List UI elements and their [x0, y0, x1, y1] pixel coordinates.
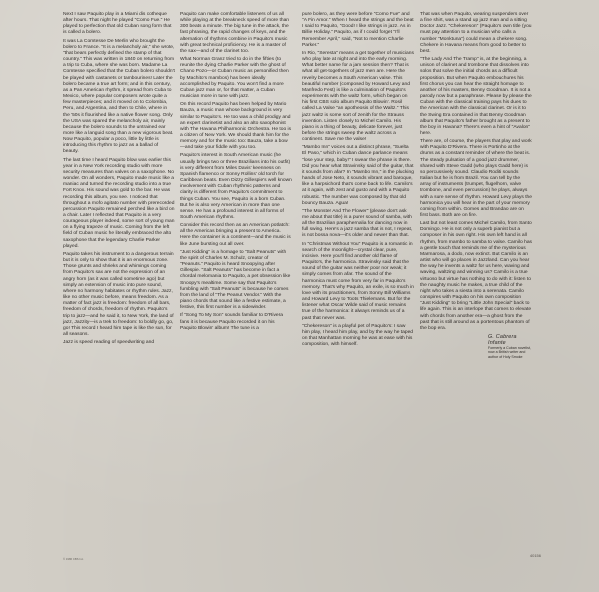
- author-name: G. Cabrera Infante: [488, 333, 517, 347]
- paragraph: "Mambo Inn" voices out a distinct phrase, "Suelta El Paso," which in Cuban dance parlance means "lose your step, baby!" I swear the phrase is there. Did you hear what Stravinsky said of the guitar, that it sounds from afar? In "Mambo Inn," in the plucking hands of Jose Neto, it sounds vibrant and baroque, like a harpsichord that's come back to life. Camilo's at it again, with zest and gusto and with a Paquito robustic. The number was composed by that old bouncy Bauza. Agua!: [302, 145, 414, 206]
- paragraph: Paquito can make comfortable listeners of us all while playing at the breakneck speed of more than 300 beats a minute. The big tune in the attack, the fast phrasing, the rapid changes of keys, and the alternation of rhythms combine in Paquito's music with great technical proficiency. He is a master of the sax—and of the clarinet too.: [180, 12, 290, 54]
- author-bio-line: author of Holy Smoke: [488, 354, 523, 359]
- copyright-notice: © 1986 CBS Inc.: [63, 557, 84, 561]
- paragraph: Paquito takes his instrument to a dangerous terrain but it is only to show that it is an enormous zone. Those grunts and shrieks and whimings coming from Paquito's sax are not the expression of an angry horn (as it was called sometime ago) but simply an extension of music into pure sound, where no harmony habitates or rhythm rules. Jazz, like no other music before, means freedom. As a matter of fact jazz is freedom: freedom of all bars, freedom of chords, freedom of rhythm. Paquito's trip to jazz—and he said it, to New York, the land of jazz, Jazzity—is a trek to freedom: to boldly go, go, go! This record I heard him tape is like the sun, for all seasons.: [63, 251, 174, 337]
- paragraph: If "Song To My Son" sounds familiar to D'Rivera fans it is because Paquito recorded it on his Paquito Blowin' album! The tune is a: [180, 313, 283, 331]
- paragraph: The last time I heard Paquito blow was earlier this year in a New York recording studio with more security measures than valves on a saxophone. No wonder. On all wonders, Paquito made music like a maniac and turned the recording studio into a true Fort Knox. His sound was gold to the bar. He was recording this album, you see. I noticed that throughout a mofo agitato number with prerecorded percussion Paquito remained perched like a bird on a chair. Later I reflected that Paquito is a very courageous player indeed, some sort of young man on a flying trapeze of music. Coming from the left field of Cuban music he literally embraced the alto saxophone that the legendary Charlie Parker played.: [63, 157, 175, 249]
- paragraph: It was La Comtesse De Merlin who brought the bolero to France. "It is a melancholy air," she wrote, "that bears perfectly defined the stamp of that country." This was written in 1840 on returning from a trip to Cuba, where she was born. Madame La Comtesse specified that the Cuban bolero shouldn't be played with castanets or tambourines! Later the bolero became a true art form; and in this century, as a Pan American rhythm, it spread from Cuba to Mexico, where popular composers wrote quite a few masterpieces; and it moved on to Colombia, Peru, and Argentina, and then to Chile, where in the '50s it flourished like a native flower song. Only the USA was spared the melancholy air, mainly because the bolero sounds to the untrained ear more like a languid song than a new vigorous beat. Now Paquito, popular a poco, little by little is introducing this rhythm to jazz as a ballad of beauty.: [63, 38, 175, 155]
- paragraph: There are, of course, the players that play and work with Paquito D'Rivera. There is Portinho at the drums as a constant reminder of where the beat is. The steady pulsation of a good jazz drummer, shared with Steve Gadd (who plays Gadd here) is so percussively sound. Claudio Roditi sounds Italian but he is from Brazil. You can tell by the array of instruments (trumpet, flugelhorn, valve trombone, and even percussion) he plays, always with a sure sense of rhythm. Howard Levy plays the harmonica you will hear in the part of your memory coming from within. Gomes and Brandao are on first bass. Both are on fire.: [420, 139, 532, 218]
- paragraph: What Norman Granz tried to do in the fifties (to reunite the dying Charlie Parker with the ghost of Chano Pozo—or Cuban music as personified then by Machito's mambos) has been ideally accomplished by Paquito. You won't find a more Cuban jazz man or, for that matter, a Cuban musician more in tune with jazz.: [180, 57, 289, 100]
- paragraph: Jazz is speed reading of speedwriting and: [63, 340, 155, 346]
- paragraph: On this record Paquito has been helped by Mario Bauza, a music man whose background is very similar to Paquito's. He too was a child prodigy and an expert clarinetist and also an alto saxophonist with The Havana Philharmonic Orchestra. He too is a citizen of New York. We should thank him for the memory and for the music too: Bauza, take a bow—and take your fiddle with you too.: [180, 102, 292, 151]
- paragraph: Paquito's interest in South American music (he usually brings two or three Brazilians into his outfit) is very different from Miles Davis' keenness on Spanish flamenco or Sonny Rollins' old torch for Caribbean beats. Even Dizzy Gillespie's well known involvement with Cuban rhythmic patterns and clarity is different from Paquito's commitment to things Cuban. You see, Paquito is a born Cuban. But he is also very American in more than one sense. He has a profound interest in all forms of South American rhythms.: [180, 153, 292, 220]
- paragraph: That was when Paquito, wearing suspenders over a fine shirt, was a stand up jazz man and a sitting Doctor Jazz. "Chekereson" (Paquito's own title (you must pay attention to a musician who calls a number "Monktuna") could mean a chekere song. Chekere in Havana means from good to better to best.: [420, 12, 532, 54]
- paragraph: In "Christmas Without You" Paquito is a romantic in search of the moonlight—crystal clear, pure, incisive. Here you'll find another old flame of Paquito's, the harmonica. Stravinsky said that the sound of the guitar was neither poor nor weak; it simply comes from afar. The sound of the harmonica must come from very far in Paquito's memory. That's why Paquito, an exile, is so much in love with its practitioners, from Sonny Bill Williams and Howard Levy to Toots Thielemans. But for the listener what Oscar Wilde said of music remains true of the harmonica: it always reminds us of a past that never was.: [302, 241, 414, 321]
- paragraph: "The Monster And The Flower" (please don't ask me about that title) is a purer sound of samba, with all the Brazilian paraphernalia for dancing now in full swing. Here's a jazz samba that is not, I repeat, is not bossa nova—it's older and newer than that.: [302, 208, 413, 239]
- author-credit: [420, 334, 532, 359]
- paragraph: Next I saw Paquito play in a Miami dis cotheque after hours. That night he played "Como Fue." He played to perfection that old Cuban song form that is called a bolero.: [63, 12, 172, 36]
- paragraph: "Just Kidding" is a homage to "Salt Peanuts" with the spirit of Charles M. Schulz, creator of "Peanuts." Paquito is heard Snoopying after Gillespie. "Salt Peanuts" has become in fact a chordal melomania to Paquito, a pet obsession like Snoopy's mealtime. Some say that Paquito's fumbling with "Salt Peanuts" is because he comes from the land of "The Peanut Vendor." With the piano chords that sound like a festive estimate, a festive, this first number is a sidewinder.: [180, 249, 291, 311]
- paragraph: In Rio, "Seresta" means a get together of musicians who play late at night and into the early morning. What better name for a jam session then? That is what all get-togethers of jazz men are. Here the revelry becomes a South American valse. This beautiful number (composed by Howard Levy and Manfredo Fest) is like a culmination of Paquito's experiments with the waltz form, which began on his first CBS solo album Paquito Blowin'. Rosil called La Valse "an apotheosis of the Waltz." This jazz waltz is some sort of zenith for the Strauss invention. Listen closely to Michel Camilo. His piano is a thing of beauty, delicate forever, just before the strings sweep the waltz across a continent. Save me the valse!: [302, 50, 414, 143]
- liner-notes-column-4: [420, 12, 532, 359]
- liner-notes-column-3: [302, 12, 414, 350]
- paragraph: "Chekereson" is a playful pet of Paquito's: I saw him play, I heard him play, and by the way he taped on that Manhattan morning he was at ease with his composition, with himself.: [302, 323, 414, 348]
- paragraph: pure bolero, as they were before "Como Fue" and "A Fin Amor." When I heard the strings and the beat I said to Paquito, "Good! I like strings in jazz. As in Billie Holiday." Paquito, as if I could forget "I'll Remember April," said, "Not to mention Charlie Parker.": [302, 12, 414, 48]
- liner-notes-column-1: [63, 12, 175, 348]
- paragraph: "The Lady And The Tramp" is, at the beginning, a unison of clarinet and trombone that dissolves into solos that solve the initial chords as a difficult proposition. But when Paquito embouchures his first chorus you can hear the straight homage to another of his masters, Benny Goodman. It is not a parody now but a paraphrase. Please by please the Cuban with the classical training pays his dues to the American with the classical clarinet. Or is it to the Swing Era contained in that Benny Goodman album that Paquito's father brought as a present to the boy in Havana? There's even a hint of "Avalon" here.: [420, 57, 532, 136]
- author-bio-line: Formerly a Cuban novelist,: [488, 346, 531, 351]
- liner-notes-column-2: [180, 12, 292, 334]
- catalog-number: 40156: [529, 553, 541, 558]
- paragraph: Last but not least comes Michel Camilo, from Santo Domingo. He is not only a superb pianist but a composer in his own right. His own left hand is all rhythm, from mambo to samba to valse. Camilo has a gentle touch that reminds me of the mysterious Marmarosa, a dodo, now extinct. But Camilo is an artist who will go places in Jazzland. Can you hear the way he invents a waltz for us here, waving and waving, waltzing and winning us? Camilo is a true virtuoso but virtue has nothing to do with it: listen to the naughty music he makes, a true child of the night who takes a siesta into a serenata. Camilo conspires with Paquito on his own composition "Just Kidding" to bring "Little John Special" back to life again. This is an interlope that comes to elevate with chords from another era—a ghost from the past that is still around as a portentous phantom of the bop era.: [420, 221, 532, 331]
- paragraph: Consider this record then as an American potlatch: all the Americas bringing a present to America. Here the container is a continent—and the music is like June bursting out all over.: [180, 223, 291, 247]
- author-bio-line: now a British writer and: [488, 350, 526, 355]
